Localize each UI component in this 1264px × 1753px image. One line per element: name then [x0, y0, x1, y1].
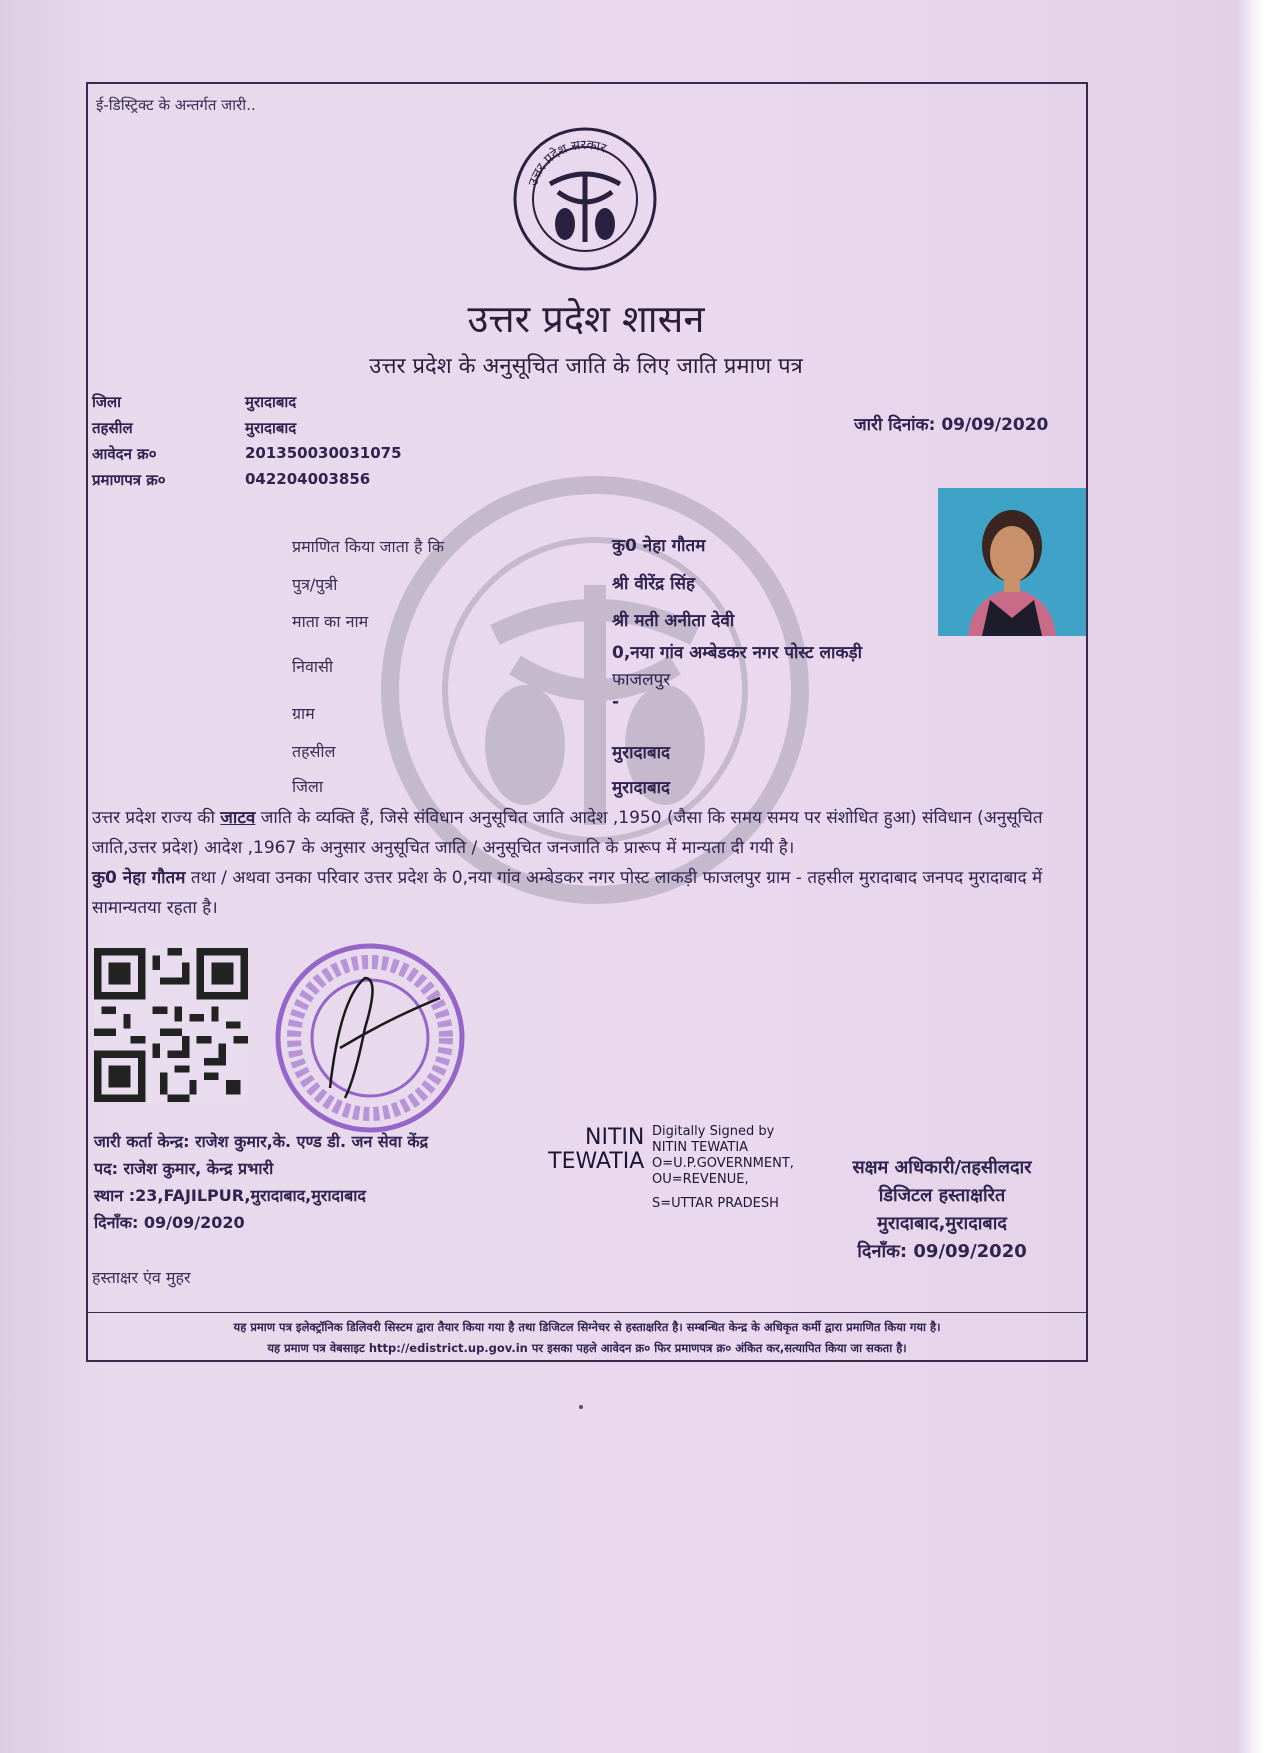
seal-stamp-icon: [270, 938, 470, 1138]
dsig-line: O=U.P.GOVERNMENT,: [652, 1156, 794, 1171]
detail-value-name: कु0 नेहा गौतम: [612, 536, 706, 556]
dsig-line: Digitally Signed by: [652, 1124, 775, 1139]
meta-label-tehsil: तहसील: [92, 419, 133, 437]
detail-label-tehsil: तहसील: [292, 742, 336, 761]
page-edge: [1236, 0, 1264, 1753]
detail-value-father: श्री वीरेंद्र सिंह: [612, 574, 696, 594]
meta-value-certificate-no: 042204003856: [245, 470, 371, 488]
footer-note-2: यह प्रमाण पत्र वेबसाइट http://edistrict.up.gov.in पर इसका पहले आवेदन क्र० फिर प्रमाणपत्र क्र० अंकित कर,सत्यापित किया जा सकता है।: [267, 1341, 907, 1355]
up-government-emblem-icon: [510, 124, 660, 274]
footer-note-1: यह प्रमाण पत्र इलेक्ट्रॉनिक डिलिवरी सिस्टम द्वारा तैयार किया गया है तथा डिजिटल सिग्नेचर से हस्ताक्षरित है। सम्बन्धित केन्द्र के अधिकृत कर्मी द्वारा प्रमाणित किया गया है।: [233, 1320, 941, 1334]
meta-label-certificate-no: प्रमाणपत्र क्र०: [92, 471, 166, 489]
issuer-place: स्थान :23,FAJILPUR,मुरादाबाद,मुरादाबाद: [94, 1186, 366, 1205]
certificate-title: उत्तर प्रदेश शासन: [467, 297, 705, 341]
paragraph-applicant-name: कु0 नेहा गौतम: [92, 868, 186, 888]
detail-label-resident: निवासी: [292, 657, 334, 676]
digital-signer-name: [548, 1125, 645, 1174]
meta-label-district: जिला: [92, 393, 122, 411]
header-note: ई-डिस्ट्रिक्ट के अन्तर्गत जारी..: [96, 96, 256, 114]
issuer-centre: जारी कर्ता केन्द्र: राजेश कुमार,के. एण्ड डी. जन सेवा केंद्र: [94, 1132, 429, 1151]
qr-code-icon: [94, 948, 248, 1102]
detail-label-district: जिला: [292, 777, 324, 796]
issue-date: जारी दिनांक: 09/09/2020: [854, 415, 1049, 435]
detail-label-mother: माता का नाम: [292, 612, 369, 631]
meta-value-application-no: 201350030031075: [245, 444, 402, 462]
dsig-line: NITIN TEWATIA: [652, 1140, 749, 1155]
detail-label-child-of: पुत्र/पुत्री: [292, 575, 338, 594]
authority-place: मुरादाबाद,मुरादाबाद: [877, 1213, 1007, 1234]
detail-label-village: ग्राम: [292, 704, 315, 723]
certification-paragraph: [92, 803, 1082, 923]
paragraph-part-1: उत्तर प्रदेश राज्य की: [92, 808, 221, 828]
detail-value-address-line2: फाजलपुर: [612, 670, 671, 690]
signer-last-name: TEWATIA: [548, 1149, 645, 1174]
detail-value-address: 0,नया गांव अम्बेडकर नगर पोस्ट लाकड़ी: [612, 643, 863, 663]
signature-and-seal-label: हस्ताक्षर एंव मुहर: [92, 1268, 191, 1287]
dsig-line: S=UTTAR PRADESH: [652, 1196, 779, 1211]
paragraph-part-2: जाति के व्यक्ति हैं, जिसे संविधान अनुसूचित जाति आदेश ,1950 (जैसा कि समय समय पर संशोधित हुआ) संविधान (अनुसूचित जाति,उत्तर प्रदेश) आदेश ,1967 के अनुसार अनुसूचित जाति / अनुसूचित जनजाति के प्रारूप में मान्यता दी गयी है।: [92, 808, 1043, 858]
signer-first-name: NITIN: [585, 1125, 645, 1150]
digital-signature-details: [652, 1124, 794, 1212]
caste-name: जाटव: [220, 808, 256, 828]
svg-text:उत्तर प्रदेश सरकार: उत्तर प्रदेश सरकार: [526, 137, 609, 188]
detail-value-district: मुरादाबाद: [612, 778, 671, 798]
detail-value-village: -: [612, 692, 620, 712]
certificate-subtitle: उत्तर प्रदेश के अनुसूचित जाति के लिए जाति प्रमाण पत्र: [369, 354, 803, 379]
meta-label-application-no: आवेदन क्र०: [92, 445, 157, 463]
dsig-line: OU=REVENUE,: [652, 1172, 749, 1187]
detail-value-mother: श्री मती अनीता देवी: [612, 611, 735, 631]
footer-divider: [88, 1312, 1086, 1313]
scan-speck: [579, 1405, 583, 1409]
detail-label-certified: प्रमाणित किया जाता है कि: [292, 537, 445, 556]
paragraph-part-3: तथा / अथवा उनका परिवार उत्तर प्रदेश के 0,नया गांव अम्बेडकर नगर पोस्ट लाकड़ी फाजलपुर ग्राम - तहसील मुरादाबाद जनपद मुरादाबाद में सामान्यतया रहता है।: [92, 868, 1043, 918]
applicant-photo-icon: [938, 488, 1086, 636]
authority-digital-signed: डिजिटल हस्ताक्षरित: [878, 1185, 1006, 1206]
issuer-post: पद: राजेश कुमार, केन्द्र प्रभारी: [94, 1159, 274, 1178]
issuer-date: दिनाँक: 09/09/2020: [94, 1213, 245, 1232]
authority-designation: सक्षम अधिकारी/तहसीलदार: [852, 1157, 1032, 1178]
detail-value-tehsil: मुरादाबाद: [612, 743, 671, 763]
meta-value-district: मुरादाबाद: [245, 393, 297, 411]
meta-value-tehsil: मुरादाबाद: [245, 419, 297, 437]
authority-date: दिनाँक: 09/09/2020: [857, 1241, 1027, 1262]
